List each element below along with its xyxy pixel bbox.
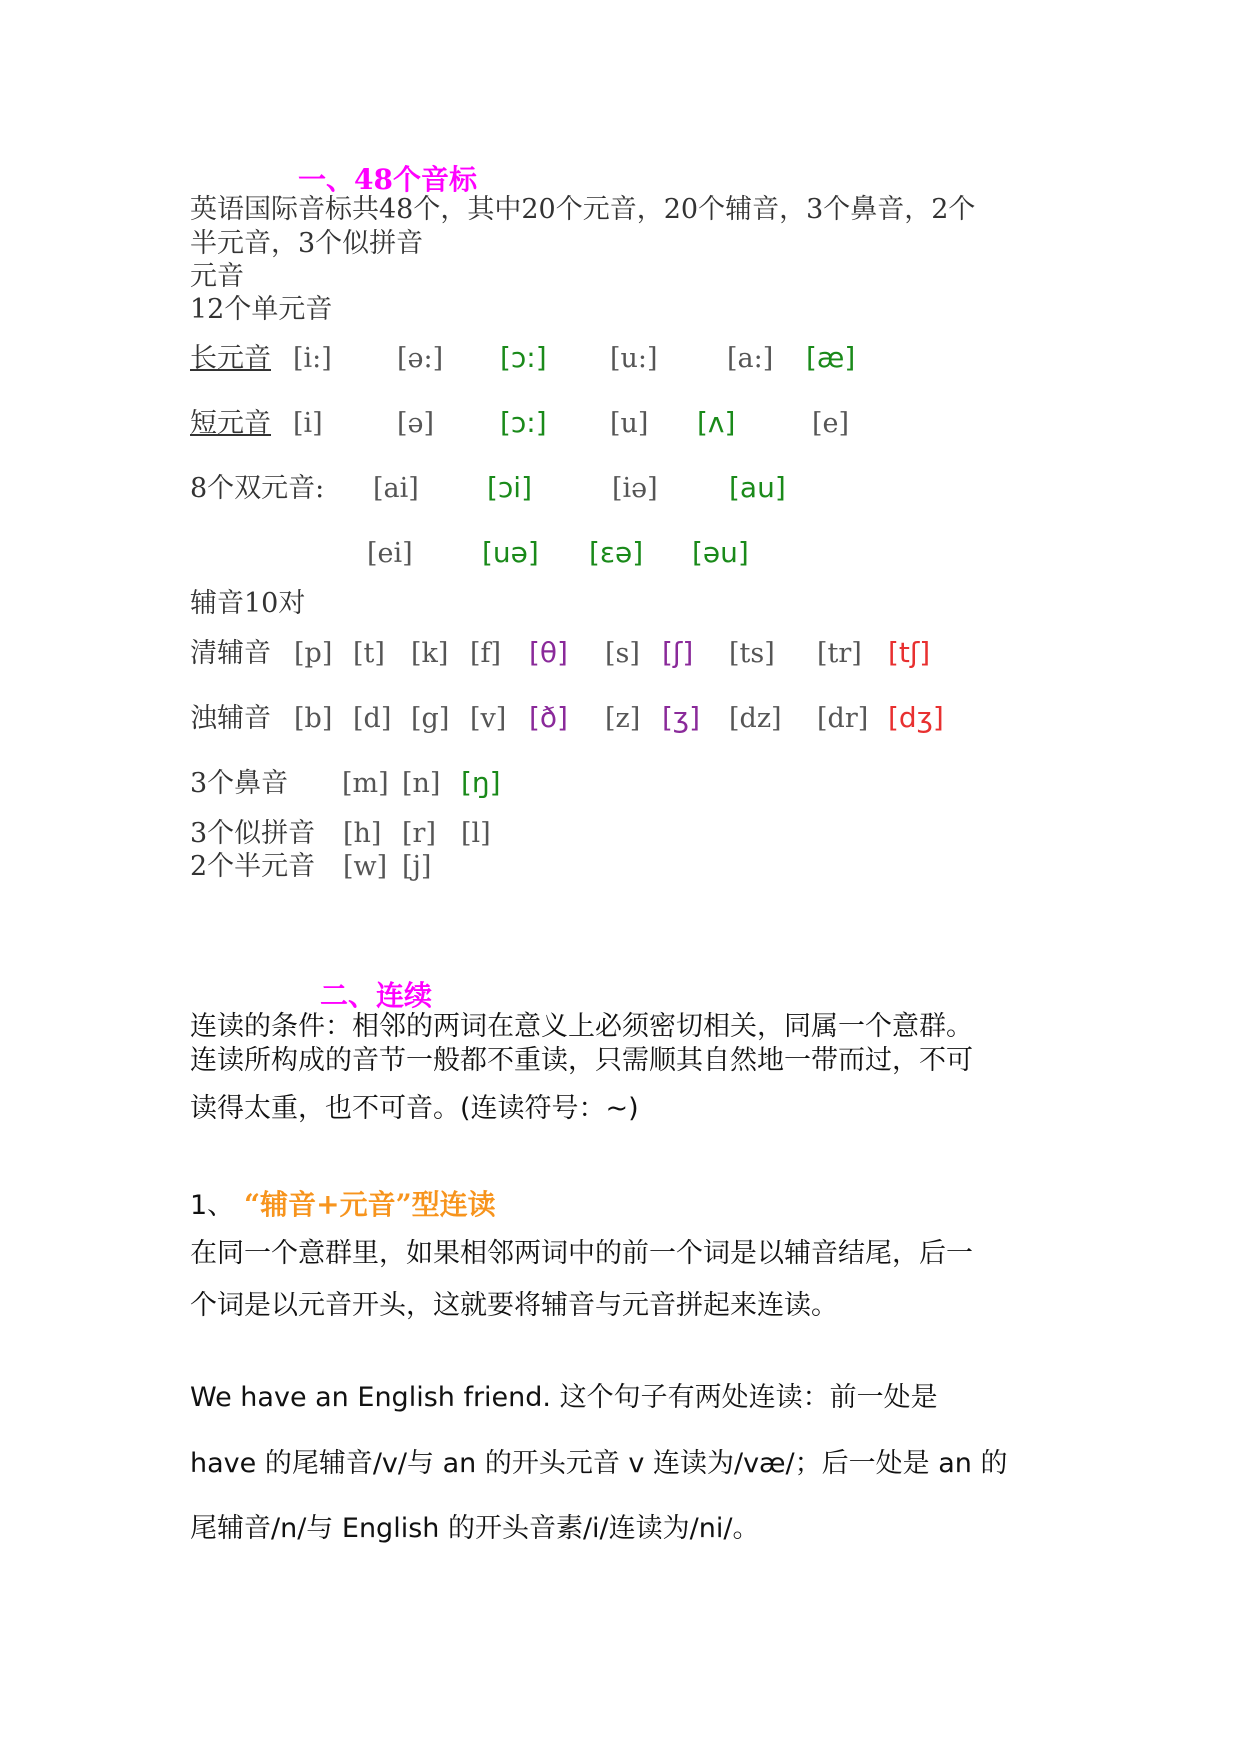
diphthongs-label: 8个双元音: — [190, 473, 325, 504]
sec3-title: “辅音+元音”型连读 — [244, 1188, 496, 1221]
ipa-long-u: [u:] — [610, 343, 658, 374]
ipa-k: [k] — [411, 638, 449, 669]
ipa-short-e: [e] — [812, 408, 850, 439]
ipa-tr: [tr] — [817, 638, 862, 669]
sec2-line-1: 连读的条件：相邻的两词在意义上必须密切相关，同属一个意群。 — [190, 1011, 973, 1042]
semi-label: 2个半元音 — [190, 851, 316, 882]
consonants-label: 辅音10对 — [190, 588, 306, 619]
ipa-v: [v] — [470, 703, 507, 734]
long-vowels-label: 长元音 — [190, 343, 271, 374]
ipa-ts: [ts] — [729, 638, 775, 669]
sec2-line-3: 读得太重，也不可音。(连读符号：~) — [190, 1093, 639, 1124]
voiced-label: 浊辅音 — [190, 703, 271, 734]
ipa-ua: [uə] — [482, 536, 539, 569]
ipa-tesh: [tʃ] — [888, 636, 931, 669]
ipa-p: [p] — [294, 638, 333, 669]
intro-line-1: 英语国际音标共48个，其中20个元音，20个辅音，3个鼻音，2个 — [190, 194, 976, 225]
ipa-dezh: [dʒ] — [888, 701, 944, 734]
section1-heading: 一、48个音标 — [298, 163, 477, 196]
ipa-au: [au] — [729, 471, 786, 504]
ipa-long-schwa: [ə:] — [397, 343, 444, 374]
ipa-short-schwa: [ə] — [397, 408, 435, 439]
intro-line-2: 半元音，3个似拼音 — [190, 228, 424, 259]
ipa-short-u: [u] — [610, 408, 649, 439]
example-line-2: have 的尾辅音/v/与 an 的开头元音 v 连读为/væ/；后一处是 an 的 — [190, 1448, 1008, 1479]
sec2-line-2: 连读所构成的音节一般都不重读，只需顺其自然地一带而过，不可 — [190, 1045, 973, 1076]
ipa-short-o: [ɔ:] — [500, 406, 547, 439]
sec3-para-line-1: 在同一个意群里，如果相邻两词中的前一个词是以辅音结尾，后一 — [190, 1238, 973, 1269]
voiceless-label: 清辅音 — [190, 638, 271, 669]
ipa-long-o: [ɔ:] — [500, 341, 547, 374]
monophthongs-label: 12个单元音 — [190, 294, 333, 325]
ipa-t: [t] — [353, 638, 385, 669]
sec3-para-line-2: 个词是以元音开头，这就要将辅音与元音拼起来连读。 — [190, 1290, 838, 1321]
ipa-d: [d] — [353, 703, 392, 734]
ipa-ea: [ɛə] — [589, 536, 644, 569]
ipa-ei: [ei] — [367, 538, 413, 569]
example-line-3: 尾辅音/n/与 English 的开头音素/i/连读为/ni/。 — [190, 1513, 760, 1544]
ipa-dr: [dr] — [817, 703, 869, 734]
sec3-number: 1、 — [190, 1190, 235, 1221]
ipa-z: [z] — [605, 703, 641, 734]
ipa-short-i: [i] — [293, 408, 323, 439]
ipa-ia: [iə] — [612, 473, 658, 504]
ipa-w: [w] — [343, 851, 388, 882]
nasal-label: 3个鼻音 — [190, 768, 289, 799]
ipa-theta: [θ] — [529, 636, 568, 669]
ipa-dz: [dz] — [729, 703, 782, 734]
ipa-g: [g] — [411, 703, 450, 734]
ipa-ou: [əu] — [692, 536, 749, 569]
ipa-ai: [ai] — [373, 473, 419, 504]
ipa-eng: [ŋ] — [461, 766, 501, 799]
ipa-m: [m] — [342, 768, 389, 799]
short-vowels-label: 短元音 — [190, 408, 271, 439]
ipa-long-a: [a:] — [727, 343, 774, 374]
example-line-1: We have an English friend. 这个句子有两处连读：前一处是 — [190, 1382, 938, 1413]
ipa-ae: [æ] — [806, 341, 856, 374]
ipa-long-i: [i:] — [293, 343, 332, 374]
ipa-h: [h] — [343, 818, 382, 849]
ipa-l: [l] — [461, 818, 491, 849]
ipa-n: [n] — [402, 768, 441, 799]
vowels-label: 元音 — [190, 261, 244, 292]
ipa-b: [b] — [294, 703, 333, 734]
ipa-s: [s] — [605, 638, 640, 669]
ipa-oi: [ɔi] — [487, 471, 533, 504]
ipa-eth: [ð] — [529, 701, 568, 734]
ipa-r: [r] — [402, 818, 436, 849]
ipa-j: [j] — [402, 851, 432, 882]
quasi-label: 3个似拼音 — [190, 818, 316, 849]
ipa-ezh: [ʒ] — [662, 701, 701, 734]
ipa-wedge: [ʌ] — [697, 406, 736, 439]
section2-heading: 二、连续 — [320, 979, 433, 1012]
ipa-esh: [ʃ] — [662, 636, 694, 669]
ipa-f: [f] — [470, 638, 502, 669]
